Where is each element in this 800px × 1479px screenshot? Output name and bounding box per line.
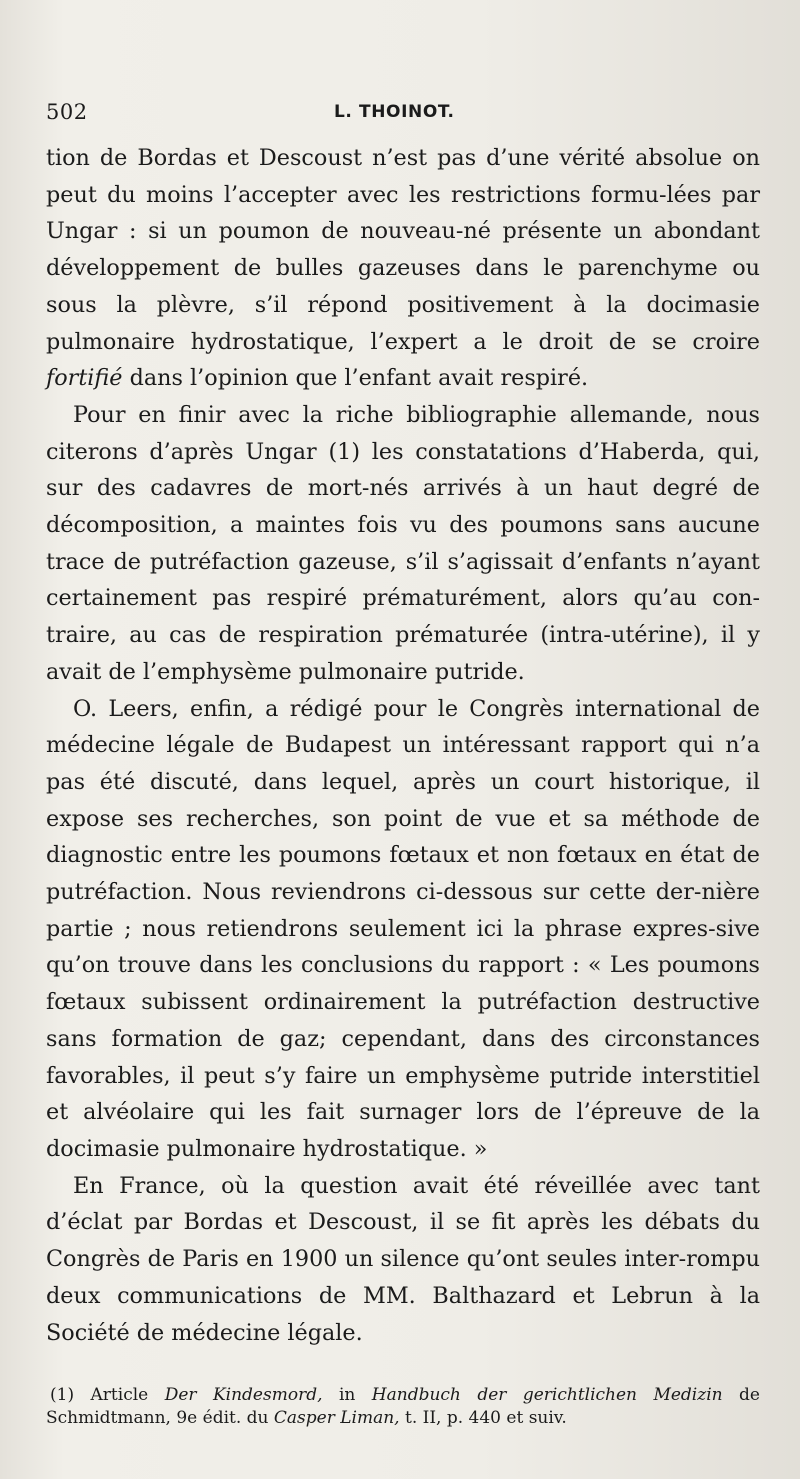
footnote-title: Handbuch der gerichtlichen Medizin [371, 1385, 723, 1405]
paragraph: Pour en finir avec la riche bibliographie allemande, nous citerons d’après Ungar (1) les constatations d’Haberda, qui, sur des cadavres de mort-nés arrivés à un haut degré de décomposition, a maintes fois vu des poumons sans aucune trace de putréfaction gazeuse, s’il s’agissait d’enfants n’ayant certainement pas respiré prématurément, alors qu’au con-traire, au cas de respiration prématurée (intra-utérine), il y avait de l’emphysème pulmonaire putride. [46, 401, 760, 685]
body-text [46, 140, 760, 1351]
footnote-marker: (1) Article [50, 1385, 149, 1405]
page-number: 502 [46, 100, 88, 124]
footnote-title: Der Kindesmord, [164, 1385, 323, 1405]
footnote-text-part: in [338, 1385, 356, 1405]
italic-word: fortifié [46, 365, 123, 392]
footnote-text [46, 1384, 760, 1430]
page-header [46, 100, 758, 134]
paragraph-text: dans l’opinion que l’enfant avait respiré. [129, 365, 589, 392]
paragraph [46, 140, 760, 397]
footnote-text-part: de Schmidtmann, 9e édit. du [46, 1385, 760, 1428]
paragraph-text: tion de Bordas et Descoust n’est pas d’une vérité absolue on peut du moins l’accepter avec les restrictions formu-lées par Ungar : si un poumon de nouveau-né présente un abondant développement de bulles gazeuses dans le parenchyme ou sous la plèvre, s’il répond positivement à la docimasie pulmonaire hydrostatique, l’expert a le droit de se croire [46, 145, 760, 355]
footnote-text-part: t. II, p. 440 et suiv. [404, 1408, 567, 1428]
paragraph: O. Leers, enfin, a rédigé pour le Congrès international de médecine légale de Budapest un intéressant rapport qui n’a pas été discuté, dans lequel, après un court historique, il expose ses recherches, son point de vue et sa méthode de diagnostic entre les poumons fœtaux et non fœtaux en état de putréfaction. Nous reviendrons ci-dessous sur cette der-nière partie ; nous retiendrons seulement ici la phrase expres-sive qu’on trouve dans les conclusions du rapport : « Les poumons fœtaux subissent ordinairement la putréfaction destructive sans formation de gaz; cependant, dans des circonstances favorables, il peut s’y faire un emphysème putride interstitiel et alvéolaire qui les fait surnager lors de l’épreuve de la docimasie pulmonaire hydrostatique. » [46, 695, 760, 1162]
paragraph: En France, où la question avait été réveillée avec tant d’éclat par Bordas et Descoust, il se fit après les débats du Congrès de Paris en 1900 un silence qu’ont seules inter-rompu deux communications de MM. Balthazard et Lebrun à la Société de médecine légale. [46, 1172, 760, 1346]
running-head: L. THOINOT. [334, 102, 455, 122]
footnote-title: Casper Liman, [273, 1408, 400, 1428]
footnote [46, 1384, 760, 1430]
